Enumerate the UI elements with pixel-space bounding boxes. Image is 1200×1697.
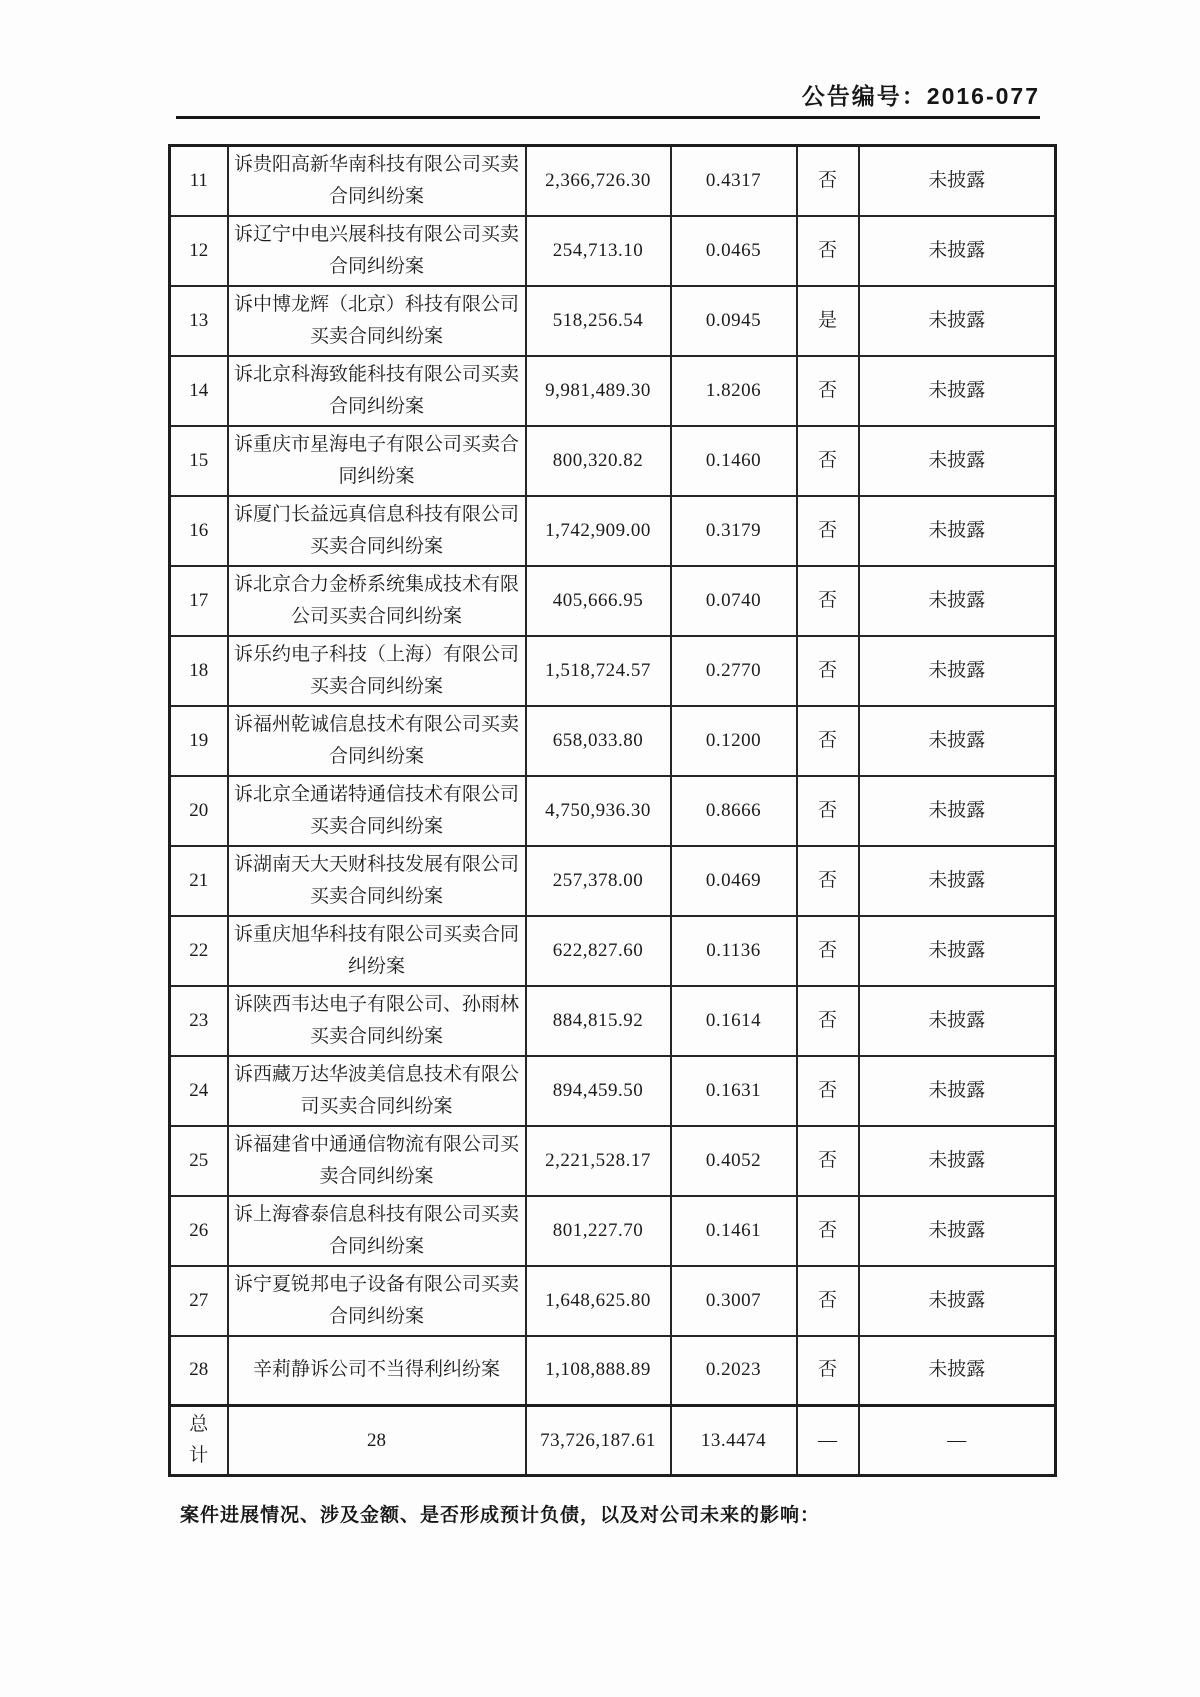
case-number-cell: 19 (170, 706, 228, 776)
case-disclosure-cell: 未披露 (859, 1266, 1056, 1336)
case-name-cell: 诉西藏万达华波美信息技术有限公司买卖合同纠纷案 (228, 1056, 526, 1126)
section-heading: 案件进展情况、涉及金额、是否形成预计负债，以及对公司未来的影响： (180, 1505, 821, 1526)
case-number-cell: 28 (170, 1336, 228, 1406)
case-amount-cell: 1,518,724.57 (526, 636, 671, 706)
case-number-cell: 17 (170, 566, 228, 636)
case-number-cell: 12 (170, 216, 228, 286)
case-disclosure-cell: 未披露 (859, 566, 1056, 636)
case-amount-cell: 518,256.54 (526, 286, 671, 356)
total-disclosure-dash: — (859, 1406, 1056, 1476)
case-liability-cell: 否 (797, 776, 859, 846)
case-liability-cell: 否 (797, 1266, 859, 1336)
case-ratio-cell: 0.4052 (671, 1126, 797, 1196)
case-number-cell: 14 (170, 356, 228, 426)
case-liability-cell: 否 (797, 986, 859, 1056)
total-label-cell (170, 1406, 228, 1476)
case-ratio-cell: 0.3007 (671, 1266, 797, 1336)
case-disclosure-cell: 未披露 (859, 776, 1056, 846)
case-liability-cell: 否 (797, 426, 859, 496)
table-row (170, 776, 1056, 846)
case-name-cell: 诉北京全通诺特通信技术有限公司买卖合同纠纷案 (228, 776, 526, 846)
case-amount-cell: 1,648,625.80 (526, 1266, 671, 1336)
table-row (170, 286, 1056, 356)
case-amount-cell: 9,981,489.30 (526, 356, 671, 426)
case-disclosure-cell: 未披露 (859, 1336, 1056, 1406)
total-label: 总计 (189, 1414, 209, 1466)
case-amount-cell: 801,227.70 (526, 1196, 671, 1266)
case-ratio-cell: 1.8206 (671, 356, 797, 426)
case-disclosure-cell: 未披露 (859, 356, 1056, 426)
case-liability-cell: 否 (797, 916, 859, 986)
case-ratio-cell: 0.0469 (671, 846, 797, 916)
case-number-cell: 15 (170, 426, 228, 496)
case-ratio-cell: 0.1614 (671, 986, 797, 1056)
case-ratio-cell: 0.2023 (671, 1336, 797, 1406)
case-amount-cell: 4,750,936.30 (526, 776, 671, 846)
total-amount: 73,726,187.61 (526, 1406, 671, 1476)
case-ratio-cell: 0.1460 (671, 426, 797, 496)
lawsuit-table-body (170, 146, 1056, 1406)
case-number-cell: 13 (170, 286, 228, 356)
case-amount-cell: 405,666.95 (526, 566, 671, 636)
case-number-cell: 20 (170, 776, 228, 846)
table-row (170, 216, 1056, 286)
case-amount-cell: 894,459.50 (526, 1056, 671, 1126)
case-number-cell: 18 (170, 636, 228, 706)
announcement-number: 公告编号：2016-077 (801, 83, 1040, 109)
case-name-cell: 诉重庆市星海电子有限公司买卖合同纠纷案 (228, 426, 526, 496)
case-name-cell: 诉福建省中通通信物流有限公司买卖合同纠纷案 (228, 1126, 526, 1196)
case-ratio-cell: 0.0945 (671, 286, 797, 356)
case-ratio-cell: 0.0740 (671, 566, 797, 636)
case-disclosure-cell: 未披露 (859, 986, 1056, 1056)
case-ratio-cell: 0.3179 (671, 496, 797, 566)
case-ratio-cell: 0.2770 (671, 636, 797, 706)
table-row (170, 566, 1056, 636)
table-row (170, 706, 1056, 776)
case-amount-cell: 622,827.60 (526, 916, 671, 986)
case-disclosure-cell: 未披露 (859, 846, 1056, 916)
case-amount-cell: 254,713.10 (526, 216, 671, 286)
case-disclosure-cell: 未披露 (859, 1196, 1056, 1266)
case-amount-cell: 884,815.92 (526, 986, 671, 1056)
case-disclosure-cell: 未披露 (859, 146, 1056, 216)
case-liability-cell: 否 (797, 1336, 859, 1406)
total-case-count: 28 (228, 1406, 526, 1476)
case-disclosure-cell: 未披露 (859, 216, 1056, 286)
case-disclosure-cell: 未披露 (859, 1126, 1056, 1196)
case-liability-cell: 否 (797, 636, 859, 706)
total-ratio: 13.4474 (671, 1406, 797, 1476)
case-name-cell: 诉厦门长益远真信息科技有限公司买卖合同纠纷案 (228, 496, 526, 566)
case-ratio-cell: 0.1461 (671, 1196, 797, 1266)
table-row (170, 146, 1056, 216)
table-row (170, 1266, 1056, 1336)
case-number-cell: 24 (170, 1056, 228, 1126)
table-row (170, 1056, 1056, 1126)
case-disclosure-cell: 未披露 (859, 496, 1056, 566)
case-number-cell: 22 (170, 916, 228, 986)
case-amount-cell: 1,108,888.89 (526, 1336, 671, 1406)
case-ratio-cell: 0.1631 (671, 1056, 797, 1126)
table-row (170, 496, 1056, 566)
case-amount-cell: 2,366,726.30 (526, 146, 671, 216)
case-number-cell: 25 (170, 1126, 228, 1196)
case-name-cell: 诉宁夏锐邦电子设备有限公司买卖合同纠纷案 (228, 1266, 526, 1336)
case-ratio-cell: 0.8666 (671, 776, 797, 846)
case-disclosure-cell: 未披露 (859, 706, 1056, 776)
case-ratio-cell: 0.1200 (671, 706, 797, 776)
header-divider (176, 116, 1040, 119)
case-liability-cell: 否 (797, 1196, 859, 1266)
lawsuit-table (168, 144, 1057, 1477)
case-number-cell: 16 (170, 496, 228, 566)
total-row (170, 1406, 1056, 1476)
case-name-cell: 诉福州乾诚信息技术有限公司买卖合同纠纷案 (228, 706, 526, 776)
case-name-cell: 辛莉静诉公司不当得利纠纷案 (228, 1336, 526, 1406)
case-name-cell: 诉中博龙辉（北京）科技有限公司买卖合同纠纷案 (228, 286, 526, 356)
case-liability-cell: 否 (797, 496, 859, 566)
case-name-cell: 诉辽宁中电兴展科技有限公司买卖合同纠纷案 (228, 216, 526, 286)
lawsuit-table-footer (170, 1406, 1056, 1476)
case-number-cell: 26 (170, 1196, 228, 1266)
case-number-cell: 23 (170, 986, 228, 1056)
case-number-cell: 27 (170, 1266, 228, 1336)
table-row (170, 1126, 1056, 1196)
case-disclosure-cell: 未披露 (859, 636, 1056, 706)
case-liability-cell: 否 (797, 146, 859, 216)
case-disclosure-cell: 未披露 (859, 426, 1056, 496)
case-disclosure-cell: 未披露 (859, 1056, 1056, 1126)
case-liability-cell: 否 (797, 706, 859, 776)
case-amount-cell: 2,221,528.17 (526, 1126, 671, 1196)
case-name-cell: 诉北京合力金桥系统集成技术有限公司买卖合同纠纷案 (228, 566, 526, 636)
table-row (170, 1196, 1056, 1266)
case-liability-cell: 是 (797, 286, 859, 356)
case-name-cell: 诉上海睿泰信息科技有限公司买卖合同纠纷案 (228, 1196, 526, 1266)
table-row (170, 636, 1056, 706)
case-disclosure-cell: 未披露 (859, 916, 1056, 986)
case-name-cell: 诉陕西韦达电子有限公司、孙雨林买卖合同纠纷案 (228, 986, 526, 1056)
table-row (170, 916, 1056, 986)
case-liability-cell: 否 (797, 216, 859, 286)
case-number-cell: 11 (170, 146, 228, 216)
case-liability-cell: 否 (797, 1056, 859, 1126)
total-liability-dash: — (797, 1406, 859, 1476)
case-ratio-cell: 0.1136 (671, 916, 797, 986)
case-ratio-cell: 0.4317 (671, 146, 797, 216)
case-ratio-cell: 0.0465 (671, 216, 797, 286)
table-row (170, 846, 1056, 916)
case-liability-cell: 否 (797, 566, 859, 636)
table-row (170, 986, 1056, 1056)
case-amount-cell: 257,378.00 (526, 846, 671, 916)
case-name-cell: 诉湖南天大天财科技发展有限公司买卖合同纠纷案 (228, 846, 526, 916)
case-name-cell: 诉北京科海致能科技有限公司买卖合同纠纷案 (228, 356, 526, 426)
case-name-cell: 诉乐约电子科技（上海）有限公司买卖合同纠纷案 (228, 636, 526, 706)
case-number-cell: 21 (170, 846, 228, 916)
case-liability-cell: 否 (797, 846, 859, 916)
case-liability-cell: 否 (797, 1126, 859, 1196)
table-row (170, 426, 1056, 496)
table-row (170, 356, 1056, 426)
case-disclosure-cell: 未披露 (859, 286, 1056, 356)
table-row (170, 1336, 1056, 1406)
case-liability-cell: 否 (797, 356, 859, 426)
case-amount-cell: 658,033.80 (526, 706, 671, 776)
case-name-cell: 诉重庆旭华科技有限公司买卖合同纠纷案 (228, 916, 526, 986)
case-amount-cell: 1,742,909.00 (526, 496, 671, 566)
case-amount-cell: 800,320.82 (526, 426, 671, 496)
case-name-cell: 诉贵阳高新华南科技有限公司买卖合同纠纷案 (228, 146, 526, 216)
